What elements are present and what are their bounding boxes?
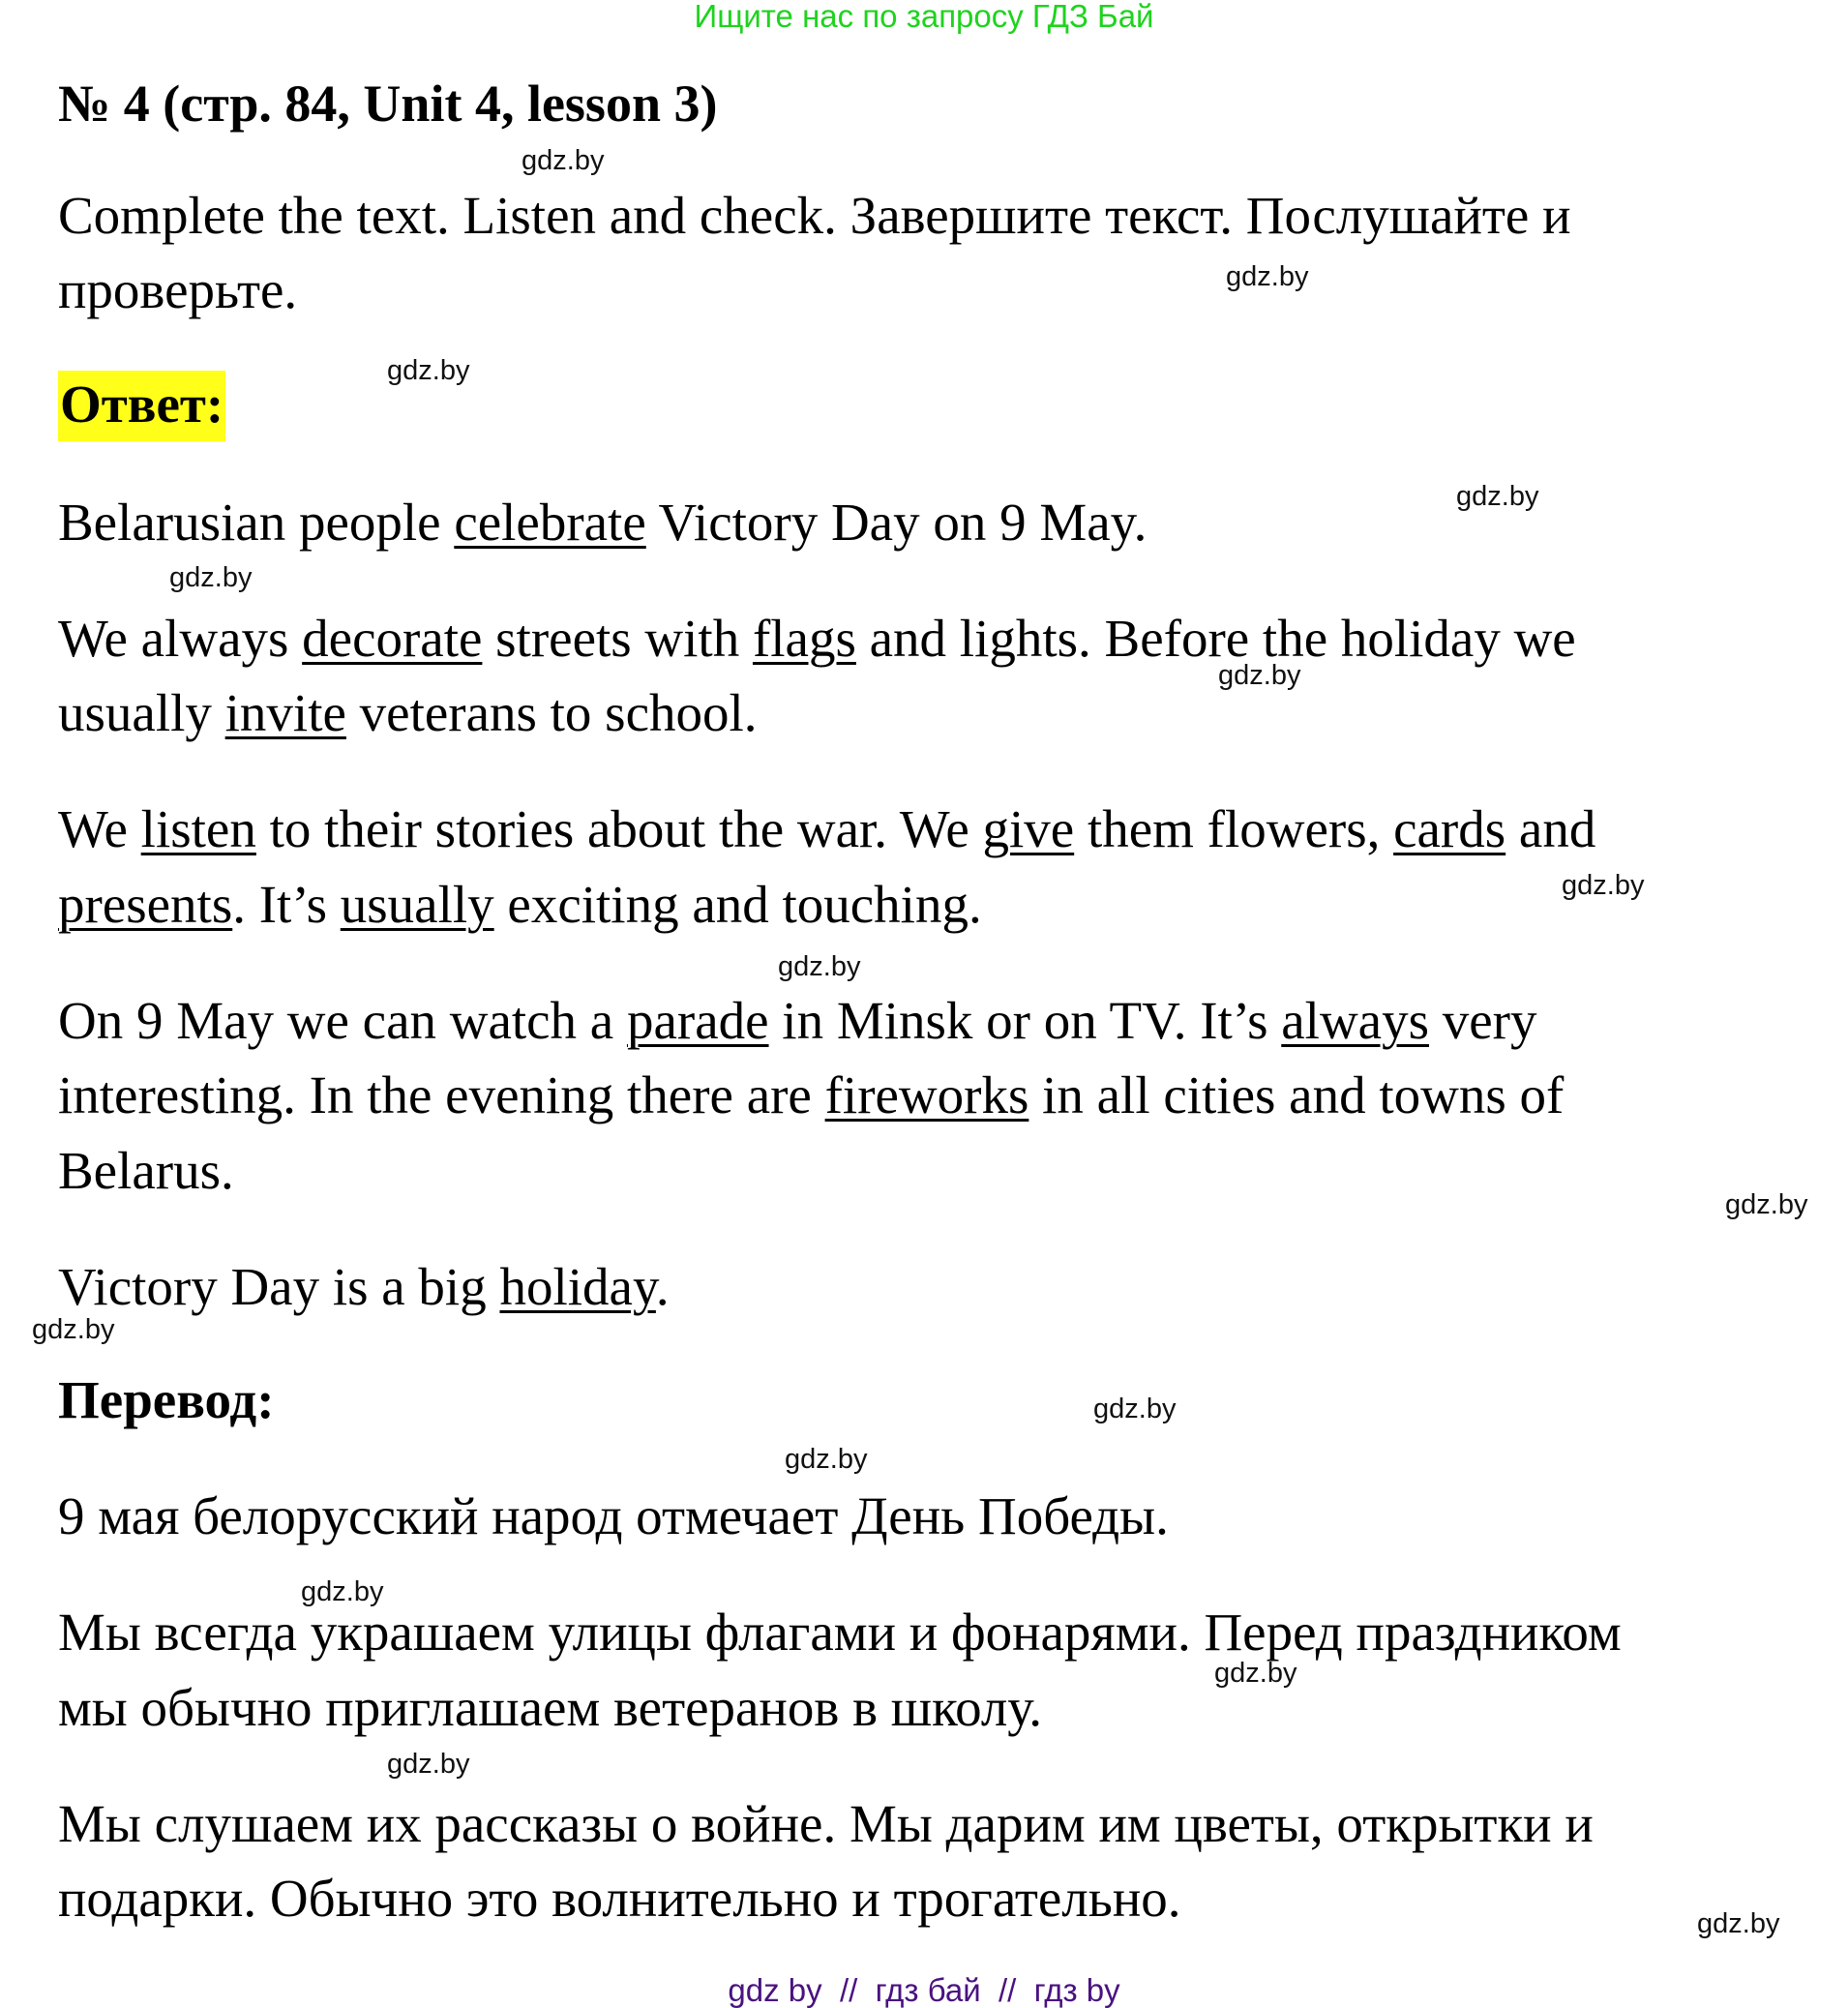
answer-word: presents — [58, 875, 233, 934]
text: Victory Day on 9 May. — [645, 493, 1148, 552]
text: veterans to school. — [345, 683, 758, 742]
answer-label: Ответ: — [58, 371, 225, 441]
text: . It’s — [232, 875, 341, 934]
watermark: gdz.by — [522, 145, 605, 176]
text: exciting and touching. — [493, 875, 982, 934]
watermark: gdz.by — [387, 1749, 470, 1780]
answer-line — [58, 1257, 670, 1316]
answer-word: invite — [224, 683, 346, 742]
answer-line — [58, 875, 982, 934]
translation-line: Мы всегда украшаем улицы флагами и фонарями. Перед праздником — [58, 1603, 1622, 1662]
answer-word: usually — [340, 875, 494, 934]
answer-word: decorate — [302, 609, 483, 668]
watermark: gdz.by — [387, 355, 470, 386]
watermark: gdz.by — [169, 562, 253, 593]
text: in all cities and towns of — [1028, 1065, 1565, 1124]
translation-line: 9 мая белорусский народ отмечает День Победы. — [58, 1486, 1169, 1545]
text: to their stories about the war. We — [255, 799, 983, 858]
task-line-2: проверьте. — [58, 260, 298, 319]
top-banner — [0, 0, 1848, 33]
text: We — [58, 799, 141, 858]
answer-line — [58, 1065, 1565, 1124]
answer-word: cards — [1393, 799, 1506, 858]
watermark: gdz.by — [32, 1314, 115, 1345]
text: . — [655, 1257, 670, 1316]
answer-line — [58, 799, 1596, 858]
answer-line — [58, 609, 1576, 668]
watermark: gdz.by — [1725, 1189, 1808, 1220]
bottom-banner-text: gdz by // гдз бай // гдз by — [728, 1972, 1120, 2008]
translation-heading: Перевод: — [58, 1370, 275, 1429]
watermark: gdz.by — [1214, 1658, 1297, 1689]
watermark: gdz.by — [1226, 261, 1309, 292]
bottom-banner — [0, 1974, 1848, 2007]
answer-word: flags — [752, 609, 856, 668]
watermark: gdz.by — [1218, 660, 1301, 691]
text: and — [1505, 799, 1596, 858]
top-banner-text: Ищите нас по запросу ГДЗ Бай — [694, 0, 1154, 34]
exercise-title: № 4 (стр. 84, Unit 4, lesson 3) — [58, 75, 718, 133]
answer-word: always — [1281, 991, 1429, 1050]
translation-line: подарки. Обычно это волнительно и трогательно. — [58, 1869, 1181, 1928]
text: Victory Day is a big — [58, 1257, 500, 1316]
watermark: gdz.by — [785, 1444, 868, 1475]
text: and lights. Before the holiday we — [855, 609, 1576, 668]
text: very — [1428, 991, 1537, 1050]
answer-word: give — [982, 799, 1075, 858]
text: them flowers, — [1074, 799, 1394, 858]
watermark: gdz.by — [301, 1576, 384, 1607]
answer-line — [58, 683, 758, 742]
watermark: gdz.by — [1697, 1908, 1780, 1939]
answer-line — [58, 1141, 234, 1200]
translation-line: Мы слушаем их рассказы о войне. Мы дарим им цветы, открытки и — [58, 1794, 1594, 1853]
answer-line — [58, 493, 1148, 552]
task-line-1: Complete the text. Listen and check. Завершите текст. Послушайте и — [58, 186, 1571, 245]
text: interesting. In the evening there are — [58, 1065, 825, 1124]
watermark: gdz.by — [778, 951, 861, 982]
answer-word: parade — [626, 991, 769, 1050]
watermark: gdz.by — [1456, 481, 1539, 512]
text: We always — [58, 609, 303, 668]
answer-word: fireworks — [824, 1065, 1029, 1124]
text: Belarusian people — [58, 493, 455, 552]
text: usually — [58, 683, 225, 742]
text: Belarus. — [58, 1141, 234, 1200]
answer-word: celebrate — [454, 493, 646, 552]
watermark: gdz.by — [1093, 1394, 1177, 1424]
text: in Minsk or on TV. It’s — [768, 991, 1282, 1050]
text: streets with — [482, 609, 753, 668]
answer-heading — [58, 375, 225, 434]
answer-line — [58, 991, 1537, 1050]
text: On 9 May we can watch a — [58, 991, 627, 1050]
answer-word: holiday — [499, 1257, 656, 1316]
watermark: gdz.by — [1562, 870, 1645, 901]
answer-word: listen — [140, 799, 256, 858]
translation-line: мы обычно приглашаем ветеранов в школу. — [58, 1678, 1043, 1737]
